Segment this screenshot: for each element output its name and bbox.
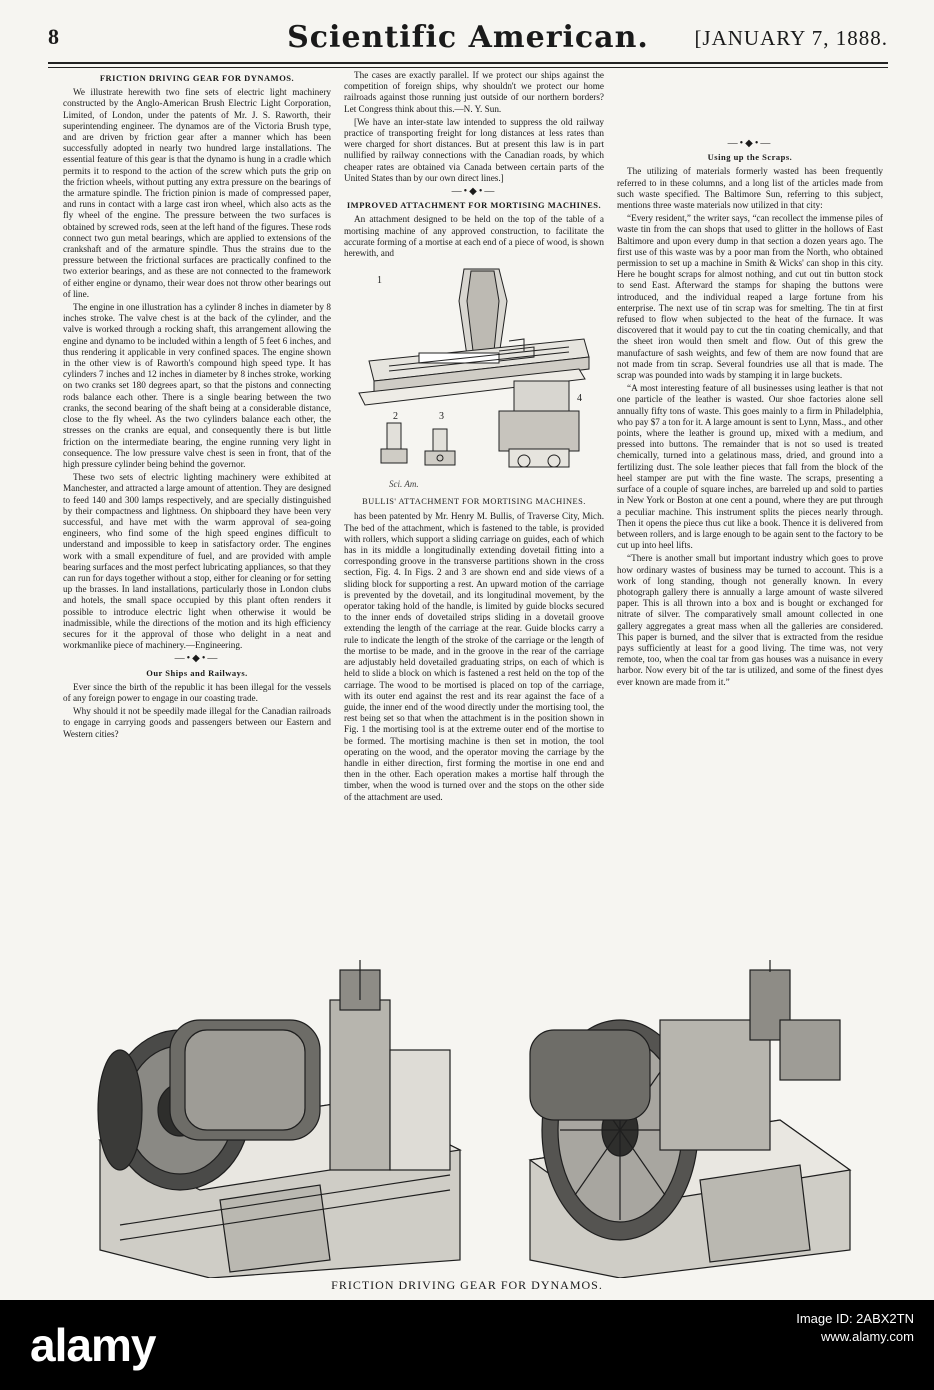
- ships-paragraph: Why should it not be speedily made illegal for the Canadian railroads to engage in carrying goods and passengers between our Eastern and Western cities?: [63, 706, 331, 739]
- figure-number: 3: [439, 411, 444, 423]
- continued-text-space: [617, 70, 883, 136]
- scraps-paragraph: The utilizing of materials formerly wasted has been frequently referred to in these columns, and a long list of the articles made from such waste specified. The Baltimore Sun, referring to this subject, mentions three waste materials now utilized in that city:: [617, 166, 883, 211]
- figure-number: 2: [393, 411, 398, 423]
- section-ornament: —•◆•—: [727, 138, 773, 149]
- ships-paragraph: The cases are exactly parallel. If we protect our ships against the competition of foreign ships, why shouldn't we protect our home railroads against those running just outside of our northern borders? Let Congress think about this.—N. Y. Sun.: [344, 70, 604, 114]
- watermark-image-id: [796, 1310, 914, 1346]
- mortising-article-title: IMPROVED ATTACHMENT FOR MORTISING MACHINES.: [346, 200, 602, 211]
- header-rule: [48, 62, 888, 68]
- mortising-figure-caption: BULLIS' ATTACHMENT FOR MORTISING MACHINES.: [362, 497, 586, 507]
- engine-left-illustration: [98, 960, 460, 1278]
- watermark-id-label: Image ID: 2ABX2TN: [796, 1311, 914, 1326]
- scraps-paragraph: “Every resident,” the writer says, “can recollect the immense piles of waste tin from the can shops that used to glitter in the hollows of East Baltimore and upon every dump in that section a dozen years ago. The first use of this waste was by a poor man from the North, who obtained permission to set up a machine in Smith & Wicks' can shop in this city. Here he bought scraps for almost nothing, and cut out tin button stock to send East. Afterward the stamps for shaping the buttons were introduced, and the individual reaped a large fortune from his enterprise. The next use of tin scrap was for smelting. The tin at first refused to flow when subjected to the heat of the furnace. It was discovered that it would pay to cut the tin coating chemically, and that the sheet iron would then smelt and flow. Out of this grew the manufacture of sash weights, and few of them are now found that are not made from tin scrap. Several foundries use all that is made. The scrap was pounded into wads by stamping it in large buckets.: [617, 213, 883, 381]
- page-number: 8: [48, 24, 59, 49]
- column-3: [617, 70, 883, 926]
- scraps-article-title: Using up the Scraps.: [707, 152, 793, 163]
- friction-gear-engines-illustration: [60, 960, 900, 1278]
- friction-figure-caption: FRICTION DRIVING GEAR FOR DYNAMOS.: [331, 1278, 603, 1292]
- mortising-paragraph: has been patented by Mr. Henry M. Bullis, of Traverse City, Mich. The bed of the attachment, which is fastened to the table, is provided with rollers, which support a sliding carriage on guides, each of which has in its middle a longitudinally extending dovetail fitting into a corresponding groove in the transverse partitions shown in the cross section, Fig. 4. In Figs. 2 and 3 are shown end and side views of a sliding block for supporting a rest. An upward motion of the carriage is prevented by the dovetail, and its longitudinal movement, by the operator taking hold of the handle, is limited by guide blocks secured to the inner ends of dovetailed strips sliding in a dovetail groove extending the length of the carriage at the rear. Guide blocks carry a rule to indicate the length of the stroke of the carriage or the length of the mortise to be made, and in the groove in the rear of the carriage are adjustably held dovetailed graduating strips, on each of which is held to slide a block on which is fastened a rest held on the top of the carriage. The wood to be mortised is placed on top of the carriage, with its outer end against the rest and its rear against the face of a guide, the inner end of the wood directly under the mortising tool, the rest being set so that when the attachment is in the position shown in Fig. 1 the mortising tool is at the extreme outer end of the mortise to be formed. The mortising machine is then set in motion, the tool operating on the wood, and the operator moving the carriage by the handle in either direction, first forming the mortise in one end and then in the other. Each operation makes a mortise half through the timber, when the wood is turned over and the stops on the other side of the attachment are used.: [344, 511, 604, 802]
- watermark-logo: alamy: [30, 1319, 156, 1371]
- masthead: Scientific American.: [287, 20, 649, 55]
- friction-article-title: FRICTION DRIVING GEAR FOR DYNAMOS.: [99, 73, 295, 83]
- mortising-attachment-illustration: [349, 261, 599, 493]
- friction-paragraph: The engine in one illustration has a cylinder 8 inches in diameter by 8 inches stroke. The valve chest is at the back of the cylinder, and the valve is worked through a rocking shaft, this arrangement allowing the engine and dynamo to be included within a length of 5 feet 6 inches, and thus rendering it applicable in very confined spaces. The engine shown in the other view is of Raworth's compound high speed type. It has cylinders 7 inches and 12 inches in diameter by 8 inches stroke, working on two cranks set 180 degrees apart, so that the pistons and connecting rods balance each other. There is a single bearing between the two cranks, the second bearing of the shaft being at a considerable distance, close to the fly wheel. As the two cylinders balance each other, the stresses on the cranks are equal, and consequently there is but little friction on the intermediate bearing, the engine running very light in consequence. The low pressure valve chest is seen in front, that of the high pressure cylinder being behind the governor.: [63, 302, 331, 469]
- ships-paragraph: Ever since the birth of the republic it has been illegal for the vessels of any foreign power to engage in our coasting trade.: [63, 681, 331, 703]
- ships-article-title: Our Ships and Railways.: [146, 667, 248, 678]
- mortising-paragraph: An attachment designed to be held on the top of the table of a mortising machine of any approved construction, to facilitate the accurate forming of a mortise at each end of a piece of wood, is shown herewith, and: [344, 214, 604, 259]
- svg-text:Sci. Am.: Sci. Am.: [389, 479, 419, 490]
- column-1: [63, 70, 331, 928]
- engine-right-illustration: [530, 960, 850, 1278]
- column-2: [344, 70, 604, 930]
- figure-number: 4: [577, 393, 582, 405]
- section-ornament: —•◆•—: [451, 186, 497, 198]
- ships-paragraph: [We have an inter-state law intended to suppress the old railway practice of transporting freight for long distances at less rates than were charged for short distances. But at present this law is in part nullified by railway connections with the Canadian roads, by which cheaper rates are obtained via Canada between certain parts of the United States than by our own direct lines.]: [344, 116, 604, 183]
- friction-paragraph: These two sets of electric lighting machinery were exhibited at Manchester, and attracted a large amount of attention. They are designed to feed 140 and 300 lamps respectively, and are specially distinguished by their compactness and lightness. On shipboard they have been very successful, and have met with the warm approval of sea-going engineers, who find some of the high speed engines difficult to understand and impossible to keep in satisfactory order. The engines work with a small expenditure of fuel, and are provided with ample bearing surfaces and the most perfect lubricating appliances, so that they can run for days together without a stop, either for cleaning or for setting up the brasses. In land installations, particularly those in London clubs and hotels, the small space occupied by this plant often renders it possible to introduce electric light when otherwise it would be inadmissible, while the directions of the motion and its high efficiency secures for it the approval of those who delight in a neat and workmanlike piece of machinery.—Engineering.: [63, 472, 331, 651]
- scraps-paragraph: “A most interesting feature of all businesses using leather is that not one particle of the leather is wasted. Our shoe factories alone sell annually fifty tons of waste. This goes mainly to a firm in Philadelphia, who pay $7 a ton for it. A large amount is sent to Lynn, Mass., and other points, where the leather is ground up, mixed with a medium, and pressed into buttons. The remainder that is not so used is treated chemically, turned into a gelatinous mass, dried, and ground into a fertilizing dust. The sole leather pieces that fall from the block of the heel stamper are put with the fine waste. The scraps, presenting a surface of a couple of square inches, are barreled up and sold to parties in New York or Boston at one cent a pound, where they are put through a peculiar machine. This instrument splits the pieces nearly through. Then it opens the piece thus cut like a book. Thence it is delivered from between rollers, and is large enough to be again sent to the factory to be cut up into heel lifts.: [617, 383, 883, 551]
- scraps-paragraph: “There is another small but important industry which goes to prove how ordinary wastes of business may be turned to account. This is a work of long standing, though not generally known. In every photograph gallery there is annually a large amount of waste silvered paper. This is all thrown into a box and is bought or exchanged for nitrate of silver. The comparatively small amount collected in one gallery aggregates a great mass when all the galleries are considered. This paper is burned, and the silver that is extracted from the residue pays sufficiently at least for a good living. The time was, not very remote, too, when the coal tar from gas houses was a nuisance in every harbor. Now every bit of the tar is utilized, and some of the finest dyes ever known are made from it.”: [617, 553, 883, 687]
- issue-date: [JANUARY 7, 1888.: [694, 26, 888, 50]
- section-ornament: —•◆•—: [174, 653, 220, 665]
- friction-paragraph: We illustrate herewith two fine sets of electric light machinery constructed by the Anglo-American Brush Electric Light Corporation, Limited, of London, under the patents of Mr. J. S. Raworth, their superintending engineer. The dynamos are of the Victoria Brush type, and are driven by friction gear after a manner which has been successfully adopted in nearly two hundred large installations. The essential feature of this gear is that the dynamo is hung in a cradle which permits it to respond to the action of the screw which puts the grip on the friction wheels, without putting any extra pressure on the bearings of the armature spindle. The friction pinion is made of compressed paper, and runs in contact with a large cast iron wheel, which also acts as the fly wheel of the engine. The pressure between the two surfaces is obtained by screwed rods, seen at the left hand of the figures. These rods connect two gun metal bearings, which are applied to extensions of the crankshaft and of the armature spindle. Thus the strains due to the pressure between the frictional surfaces are practically confined to the two exterior bearings, and as these are not connected to the framework of either engine or dynamo, their wear does not throw other bearings out of line.: [63, 87, 331, 299]
- figure-number: 1: [377, 275, 382, 287]
- watermark-bar: [0, 1300, 934, 1390]
- watermark-site: www.alamy.com: [821, 1329, 914, 1344]
- page-header: [48, 22, 888, 62]
